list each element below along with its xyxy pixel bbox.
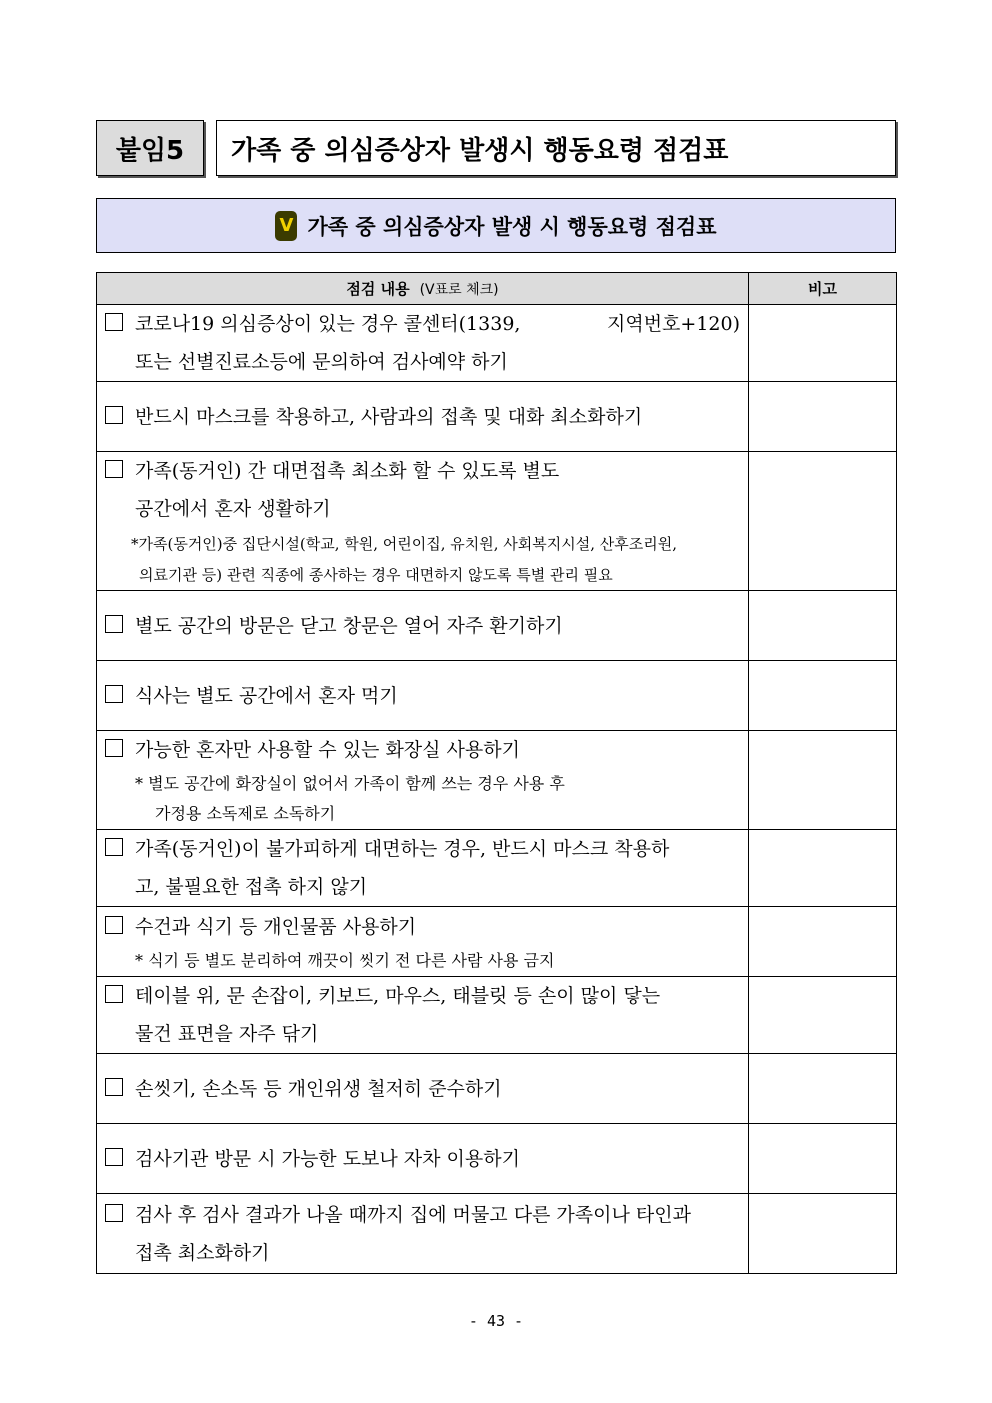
check-item — [97, 1054, 749, 1124]
remark-cell — [749, 1054, 897, 1124]
checkbox[interactable] — [105, 1204, 123, 1222]
remark-cell — [749, 830, 897, 907]
page-number: - 43 - — [468, 1312, 524, 1330]
check-item — [97, 661, 749, 731]
remark-column-header: 비고 — [749, 273, 897, 305]
item-text-cont: 물건 표면을 자주 닦기 — [135, 1023, 319, 1045]
item-note-cont: 가정용 소독제로 소독하기 — [155, 804, 336, 823]
remark-cell — [749, 591, 897, 661]
table-row — [97, 382, 897, 452]
item-text: 코로나19 의심증상이 있는 경우 콜센터(1339, — [135, 313, 521, 335]
item-text: 가족(동거인)이 불가피하게 대면하는 경우, 반드시 마스크 착용하 — [135, 838, 670, 860]
item-text-cont: 또는 선별진료소등에 문의하여 검사예약 하기 — [135, 351, 508, 373]
remark-cell — [749, 382, 897, 452]
item-text-cont: 접촉 최소화하기 — [135, 1241, 270, 1264]
checkbox[interactable] — [105, 985, 123, 1003]
check-item — [97, 382, 749, 452]
table-row — [97, 977, 897, 1054]
table-row — [97, 661, 897, 731]
item-text-end: 지역번호+120) — [606, 313, 740, 335]
check-item — [97, 452, 749, 591]
item-text-cont: 공간에서 혼자 생활하기 — [135, 498, 331, 520]
checkbox[interactable] — [105, 1148, 123, 1166]
check-item — [97, 907, 749, 977]
checkbox[interactable] — [105, 838, 123, 856]
check-item — [97, 1194, 749, 1274]
check-item — [97, 830, 749, 907]
item-text: 식사는 별도 공간에서 혼자 먹기 — [135, 684, 398, 707]
item-note: * 별도 공간에 화장실이 없어서 가족이 함께 쓰는 경우 사용 후 — [135, 774, 565, 793]
check-item — [97, 591, 749, 661]
checklist-table — [96, 272, 897, 1274]
table-row — [97, 1124, 897, 1194]
table-header-row — [97, 273, 897, 305]
check-item — [97, 1124, 749, 1194]
checkbox[interactable] — [105, 685, 123, 703]
remark-cell — [749, 452, 897, 591]
item-note-cont: 의료기관 등) 관련 직종에 종사하는 경우 대면하지 않도록 특별 관리 필요 — [139, 566, 613, 584]
content-header-sub: (V표로 체크) — [419, 282, 499, 298]
item-note: * 식기 등 별도 분리하여 깨끗이 씻기 전 다른 사람 사용 금지 — [135, 950, 555, 970]
checklist-banner — [96, 198, 896, 253]
checkbox[interactable] — [105, 406, 123, 424]
table-row — [97, 305, 897, 382]
remark-cell — [749, 661, 897, 731]
remark-cell — [749, 305, 897, 382]
checkbox[interactable] — [105, 615, 123, 633]
page-header — [96, 120, 896, 178]
item-text: 수건과 식기 등 개인물품 사용하기 — [135, 915, 417, 938]
content-column-header — [97, 273, 749, 305]
item-text: 검사기관 방문 시 가능한 도보나 자차 이용하기 — [135, 1147, 520, 1170]
remark-cell — [749, 907, 897, 977]
checkbox[interactable] — [105, 1078, 123, 1096]
table-row — [97, 907, 897, 977]
table-row — [97, 1194, 897, 1274]
item-text: 검사 후 검사 결과가 나올 때까지 집에 머물고 다른 가족이나 타인과 — [135, 1203, 691, 1226]
table-row — [97, 1054, 897, 1124]
check-glyph: V — [279, 214, 294, 236]
check-item — [97, 977, 749, 1054]
check-item — [97, 731, 749, 830]
item-text: 반드시 마스크를 착용하고, 사람과의 접촉 및 대화 최소화하기 — [135, 405, 643, 428]
table-row — [97, 452, 897, 591]
remark-cell — [749, 977, 897, 1054]
table-row — [97, 591, 897, 661]
banner-title: 가족 중 의심증상자 발생 시 행동요령 점검표 — [307, 214, 717, 239]
remark-cell — [749, 1194, 897, 1274]
item-text: 손씻기, 손소독 등 개인위생 철저히 준수하기 — [135, 1077, 502, 1100]
table-row — [97, 830, 897, 907]
content-header-label: 점검 내용 — [346, 280, 410, 298]
checkbox[interactable] — [105, 313, 123, 331]
check-badge-icon — [275, 211, 297, 241]
item-text: 가족(동거인) 간 대면접촉 최소화 할 수 있도록 별도 — [135, 460, 560, 482]
item-text: 별도 공간의 방문은 닫고 창문은 열어 자주 환기하기 — [135, 614, 563, 637]
remark-cell — [749, 1124, 897, 1194]
checkbox[interactable] — [105, 916, 123, 934]
page-title: 가족 중 의심증상자 발생시 행동요령 점검표 — [216, 120, 896, 176]
item-text-cont: 고, 불필요한 접촉 하지 않기 — [135, 876, 368, 898]
attachment-tag: 붙임5 — [96, 120, 204, 176]
item-text: 가능한 혼자만 사용할 수 있는 화장실 사용하기 — [135, 739, 520, 761]
checkbox[interactable] — [105, 460, 123, 478]
remark-cell — [749, 731, 897, 830]
table-row — [97, 731, 897, 830]
check-item — [97, 305, 749, 382]
item-text: 테이블 위, 문 손잡이, 키보드, 마우스, 태블릿 등 손이 많이 닿는 — [135, 985, 661, 1007]
item-note: *가족(동거인)중 집단시설(학교, 학원, 어린이집, 유치원, 사회복지시설, 산후조리원, — [131, 535, 677, 553]
checkbox[interactable] — [105, 739, 123, 757]
